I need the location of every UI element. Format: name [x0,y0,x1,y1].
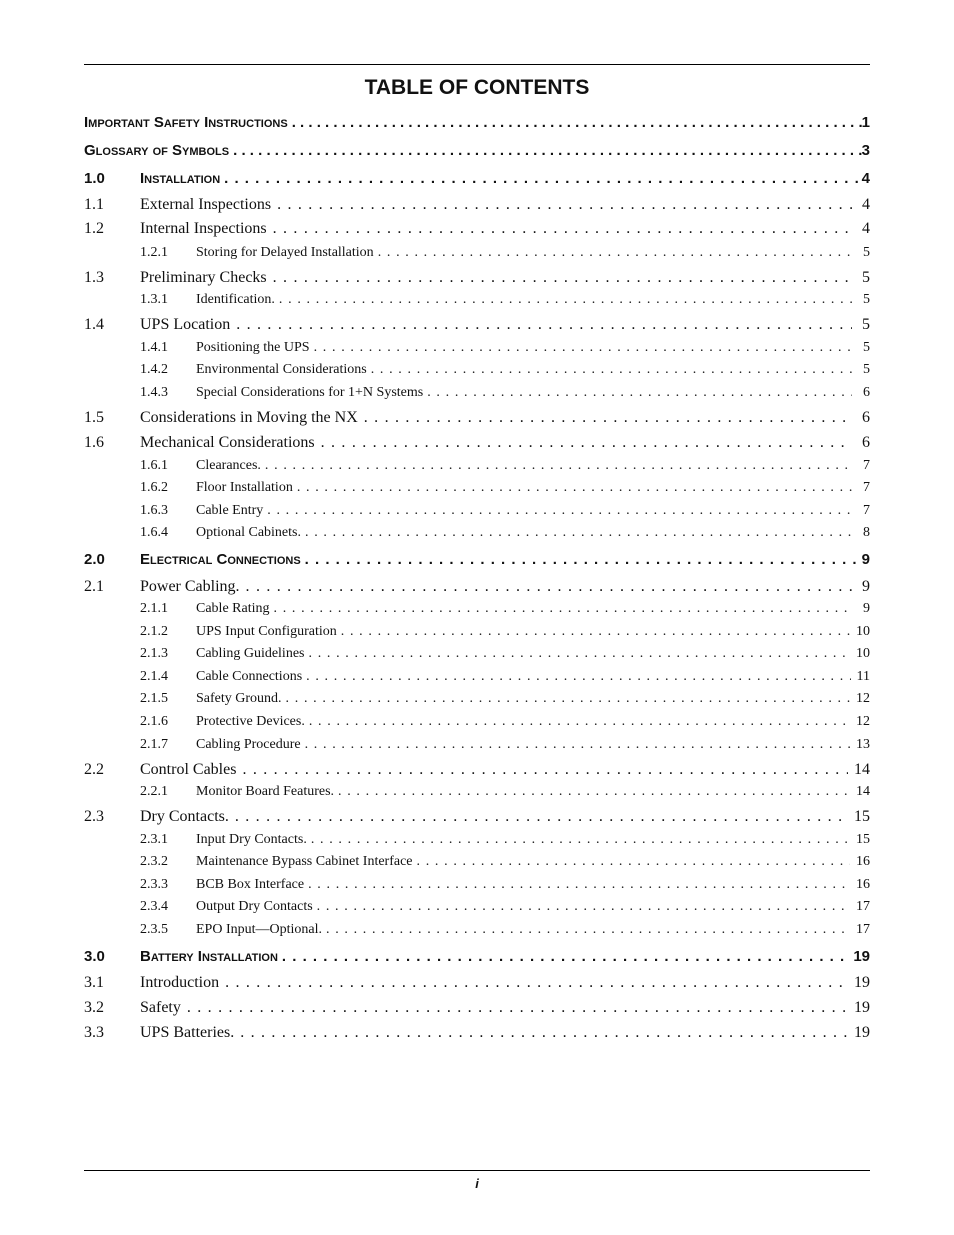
toc-dot-leader [273,220,852,238]
toc-entry[interactable] [84,832,870,848]
toc-entry-title: Important Safety Instructions [84,114,288,131]
toc-entry-number: 2.0 [84,551,105,568]
toc-entry[interactable] [84,646,870,662]
toc-entry-page: 5 [863,292,870,307]
toc-entry-page: 4 [862,220,870,237]
toc-entry-title: External Inspections [140,196,272,213]
toc-dot-leader [277,196,852,214]
toc-entry-page: 7 [863,458,870,473]
toc-entry-page: 6 [863,385,870,400]
toc-entry[interactable] [84,142,870,159]
toc-entry[interactable] [84,362,870,378]
toc-entry-page: 13 [856,737,870,752]
toc-entry-page: 6 [862,434,870,451]
toc-entry[interactable] [84,525,870,541]
toc-entry-number: 2.1.1 [140,601,168,616]
toc-entry-title: BCB Box Interface [196,877,305,892]
toc-entry[interactable] [84,245,870,261]
toc-entry-title: Considerations in Moving the NX [140,409,358,426]
toc-entry[interactable] [84,385,870,401]
toc-entry-page: 14 [854,761,870,778]
toc-entry-title: UPS Batteries. [140,1024,235,1041]
toc-entry-page: 19 [854,1024,870,1041]
toc-entry[interactable] [84,170,870,187]
toc-entry-number: 1.0 [84,170,105,187]
toc-dot-leader [309,714,850,730]
toc-entry-page: 5 [863,362,870,377]
toc-entry-title: Internal Inspections [140,220,267,237]
toc-entry-page: 5 [862,316,870,333]
toc-entry[interactable] [84,601,870,617]
toc-entry-page: 10 [856,624,870,639]
toc-entry-title: Preliminary Checks [140,269,267,286]
toc-entry[interactable] [84,974,870,992]
toc-entry-page: 19 [854,974,870,991]
toc-entry[interactable] [84,624,870,640]
toc-entry-page: 8 [863,525,870,540]
toc-entry-page: 7 [863,503,870,518]
toc-entry-title: Input Dry Contacts. [196,832,307,847]
toc-entry-page: 1 [861,114,870,131]
toc-entry-number: 1.6.1 [140,458,168,473]
toc-entry-page: 5 [862,269,870,286]
toc-entry[interactable] [84,409,870,427]
toc-entry-number: 2.3.3 [140,877,168,892]
toc-dot-leader [273,269,852,287]
page-number: i [475,1176,479,1191]
toc-entry-number: 1.4.3 [140,385,168,400]
toc-entry-title: Clearances. [196,458,261,473]
toc-entry-number: 1.4.2 [140,362,168,377]
toc-entry[interactable] [84,551,870,568]
toc-entry-number: 2.3.1 [140,832,168,847]
toc-entry[interactable] [84,220,870,238]
toc-entry[interactable] [84,877,870,893]
toc-entry-number: 1.3 [84,269,104,286]
toc-entry-title: Cable Entry [196,503,264,518]
toc-entry[interactable] [84,269,870,287]
toc-entry-number: 1.2 [84,220,104,237]
toc-dot-leader [326,922,850,938]
toc-entry-title: Storing for Delayed Installation [196,245,374,260]
toc-entry-page: 19 [853,948,870,965]
toc-entry-title: Special Considerations for 1+N Systems [196,385,424,400]
toc-entry-number: 1.2.1 [140,245,168,260]
toc-entry-page: 17 [856,899,870,914]
toc-entry[interactable] [84,503,870,519]
toc-entry-page: 11 [856,669,870,684]
toc-entry-page: 15 [856,832,870,847]
toc-entry[interactable] [84,480,870,496]
toc-dot-leader [187,999,848,1017]
toc-entry[interactable] [84,784,870,800]
toc-entry-page: 16 [856,877,870,892]
toc-entry-title: Cable Connections [196,669,303,684]
toc-entry-title: UPS Input Configuration [196,624,337,639]
toc-entry-title: Safety [140,999,181,1016]
toc-dot-leader [233,142,862,159]
toc-entry-page: 19 [854,999,870,1016]
toc-dot-leader [308,877,850,893]
toc-dot-leader [306,669,850,685]
toc-entry-number: 2.1.7 [140,737,168,752]
toc-dot-leader [417,854,850,870]
toc-entry-title: Control Cables [140,761,237,778]
toc-dot-leader [246,578,852,596]
toc-entry-number: 2.2 [84,761,104,778]
toc-dot-leader [371,362,852,378]
toc-dot-leader [235,808,848,826]
toc-entry-title: Dry Contacts. [140,808,229,825]
toc-entry-number: 2.1.2 [140,624,168,639]
toc-dot-leader [274,601,853,617]
toc-entry[interactable] [84,340,870,356]
toc-entry-title: Electrical Connections [140,551,301,568]
toc-entry-title: Glossary of Symbols [84,142,230,159]
toc-entry-title: Monitor Board Features. [196,784,335,799]
toc-entry-title: Identification. [196,292,275,307]
toc-entry-page: 12 [856,691,870,706]
toc-dot-leader [240,1024,848,1042]
toc-entry-number: 2.1.6 [140,714,168,729]
toc-entry-page: 14 [856,784,870,799]
toc-entry-number: 3.3 [84,1024,104,1041]
toc-entry[interactable] [84,691,870,707]
toc-dot-leader [305,551,860,568]
toc-dot-leader [305,525,852,541]
toc-entry-page: 5 [863,340,870,355]
toc-entry-number: 1.3.1 [140,292,168,307]
toc-entry-number: 2.1.4 [140,669,168,684]
toc-entry-number: 2.1.3 [140,646,168,661]
toc-entry[interactable] [84,854,870,870]
toc-entry-title: EPO Input—Optional. [196,922,322,937]
toc-dot-leader [309,646,851,662]
toc-entry-number: 2.3.5 [140,922,168,937]
toc-dot-leader [338,784,850,800]
toc-entry-number: 2.3.4 [140,899,168,914]
toc-entry-title: Cabling Procedure [196,737,301,752]
toc-entry[interactable] [84,316,870,334]
toc-entry-page: 16 [856,854,870,869]
toc-entry-page: 7 [863,480,870,495]
toc-entry-title: Battery Installation [140,948,278,965]
toc-dot-leader [427,385,852,401]
toc-dot-leader [265,458,852,474]
toc-entry[interactable] [84,1024,870,1042]
toc-entry-page: 12 [856,714,870,729]
toc-dot-leader [305,737,850,753]
toc-entry-number: 3.2 [84,999,104,1016]
toc-entry[interactable] [84,458,870,474]
toc-entry-title: Installation [140,170,221,187]
toc-entry-number: 1.6.4 [140,525,168,540]
toc-entry-number: 3.0 [84,948,105,965]
toc-entry-number: 3.1 [84,974,104,991]
toc-entry-number: 1.6 [84,434,104,451]
toc-entry-number: 1.1 [84,196,104,213]
toc-dot-leader [292,114,862,131]
toc-dot-leader [242,761,848,779]
toc-entry[interactable] [84,196,870,214]
bottom-rule [84,1170,870,1171]
toc-dot-leader [341,624,850,640]
toc-dot-leader [286,691,850,707]
toc-entry-page: 9 [861,551,870,568]
toc-entry-title: Environmental Considerations [196,362,367,377]
toc-entry-number: 1.4.1 [140,340,168,355]
toc-entry-number: 2.1 [84,578,104,595]
toc-entry-page: 4 [861,170,870,187]
toc-dot-leader [364,409,852,427]
toc-dot-leader [267,503,852,519]
toc-dot-leader [378,245,852,261]
top-rule [84,64,870,65]
toc-entry[interactable] [84,808,870,826]
toc-entry-title: Maintenance Bypass Cabinet Interface [196,854,413,869]
toc-entry-title: Floor Installation [196,480,293,495]
toc-entry[interactable] [84,922,870,938]
toc-entry-number: 1.5 [84,409,104,426]
toc-entry[interactable] [84,669,870,685]
toc-dot-leader [321,434,852,452]
toc-entry-title: Introduction [140,974,220,991]
toc-dot-leader [317,899,850,915]
toc-dot-leader [236,316,852,334]
toc-entry-title: Power Cabling. [140,578,240,595]
toc-entry-page: 4 [862,196,870,213]
toc-entry-page: 3 [861,142,870,159]
toc-entry-number: 1.6.3 [140,503,168,518]
toc-entry[interactable] [84,578,870,596]
toc-entry-title: Mechanical Considerations [140,434,315,451]
toc-entry-title: Output Dry Contacts [196,899,313,914]
toc-entry[interactable] [84,434,870,452]
toc-dot-leader [225,974,848,992]
toc-entry-number: 2.3 [84,808,104,825]
toc-entry[interactable] [84,999,870,1017]
toc-entry[interactable] [84,948,870,965]
toc-entry-title: Cabling Guidelines [196,646,305,661]
toc-entry-number: 1.4 [84,316,104,333]
toc-entry-page: 17 [856,922,870,937]
toc-dot-leader [282,948,851,965]
toc-dot-leader [311,832,850,848]
toc-entry[interactable] [84,714,870,730]
toc-entry-page: 6 [862,409,870,426]
toc-entry-page: 9 [863,601,870,616]
toc-entry[interactable] [84,114,870,131]
toc-entry-title: Cable Rating [196,601,270,616]
toc-entry-title: Positioning the UPS [196,340,310,355]
toc-entry-page: 9 [862,578,870,595]
toc-entry[interactable] [84,761,870,779]
toc-entry-title: UPS Location [140,316,231,333]
toc-entry-number: 2.1.5 [140,691,168,706]
toc-dot-leader [224,170,860,187]
toc-entry[interactable] [84,292,870,308]
toc-dot-leader [279,292,852,308]
toc-entry-number: 2.2.1 [140,784,168,799]
toc-entry-page: 15 [854,808,870,825]
toc-entry-page: 5 [863,245,870,260]
toc-entry-title: Protective Devices. [196,714,305,729]
page-title: TABLE OF CONTENTS [364,76,590,99]
toc-entry[interactable] [84,899,870,915]
toc-entry-number: 1.6.2 [140,480,168,495]
toc-entry-title: Safety Ground. [196,691,282,706]
toc-dot-leader [297,480,852,496]
toc-entry-title: Optional Cabinets. [196,525,301,540]
toc-entry-number: 2.3.2 [140,854,168,869]
toc-dot-leader [314,340,852,356]
toc-entry[interactable] [84,737,870,753]
toc-entry-page: 10 [856,646,870,661]
